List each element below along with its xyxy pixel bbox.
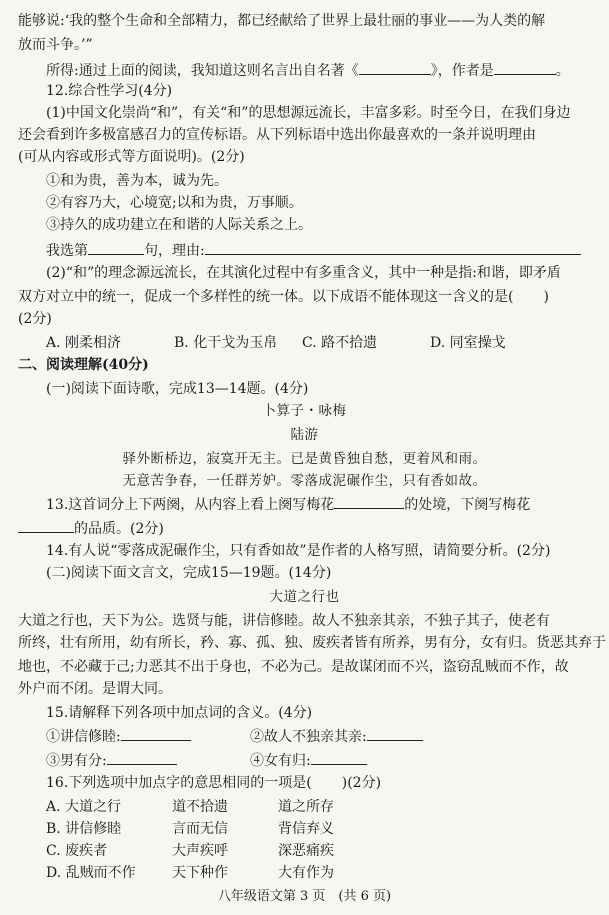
q16-row-a-col-2: 道不拾遗 [172, 799, 228, 815]
q12-p1-line-1: (1)中国文化崇尚“和”，有关“和”的思想源远流长，丰富多彩。时至今日，在我们身边 [46, 105, 571, 121]
choose-text-a: 我选第 [46, 243, 88, 259]
q15-blank-1[interactable] [121, 726, 191, 741]
reading-result-text-c: 。 [555, 63, 570, 79]
author-blank[interactable] [494, 60, 556, 75]
q12-paren-close: ) [543, 289, 549, 305]
q12-p1-line-3: (可从内容或形式等方面说明)。(2分) [18, 149, 245, 165]
option-d: D. 同室操戈 [430, 335, 506, 351]
q16-row-d-col-2: 天下种作 [172, 865, 228, 881]
option-a: A. 刚柔相济 [46, 335, 122, 351]
q13-line-1 [46, 494, 530, 514]
q15-item-4 [250, 750, 367, 770]
q13-text-c: 的品质。(2分) [74, 521, 164, 537]
q13-blank-1[interactable] [334, 494, 404, 509]
q16-row-c-col-3: 深恶痛疾 [278, 843, 334, 859]
q16-row-d-col-3: 大有作为 [278, 865, 334, 881]
q14: 14.有人说“零落成泥碾作尘，只有香如故”是作者的人格写照，请简要分析。(2分) [46, 543, 551, 559]
q15-blank-4[interactable] [311, 750, 367, 765]
q13-blank-2[interactable] [18, 518, 74, 533]
part-2-instructions: (二)阅读下面文言文，完成15—19题。(14分) [46, 565, 332, 581]
part-1-instructions: (一)阅读下面诗歌，完成13—14题。(4分) [46, 381, 309, 397]
essay-line-2: 所终，壮有所用，幼有所长，矜、寡、孤、独、废疾者皆有所养，男有分，女有归。货恶其弃于 [18, 635, 606, 651]
q16-row-b-col-3: 背信弃义 [278, 821, 334, 837]
poem-title: 卜算子・咏梅 [262, 403, 347, 419]
poem-line-1: 驿外断桥边，寂寞开无主。已是黄昏独自愁，更着风和雨。 [122, 451, 487, 467]
choose-text-b: 句，理由: [144, 243, 205, 259]
essay-title: 大道之行也 [269, 589, 340, 605]
page-footer: 八年级语文第 3 页 (共 6 页) [217, 889, 392, 904]
q12-p1-line-2: 还会看到许多极富感召力的宣传标语。从下列标语中选出你最喜欢的一条并说明理由 [18, 127, 536, 143]
q16-row-a-col-1: A. 大道之行 [46, 799, 122, 815]
q15-item-3-text: ③男有分: [46, 753, 107, 769]
reason-blank[interactable] [205, 240, 581, 255]
q12-p2-line-3: (2分) [18, 311, 52, 327]
q15-item-1 [46, 726, 191, 746]
q13-line-2 [18, 518, 164, 538]
q16-text: 16.下列选项中加点字的意思相同的一项是( [46, 775, 312, 791]
intro-line-2: 放而斗争。’” [18, 37, 93, 53]
q16-row-a-col-3: 道之所存 [278, 799, 334, 815]
q16-row-b-col-2: 言而无信 [172, 821, 228, 837]
q12-choose-line [46, 240, 581, 260]
slogan-1: ①和为贵，善为本，诚为先。 [46, 173, 228, 189]
q16-text-b: )(2分) [341, 775, 382, 791]
q12-p2-line-2 [18, 288, 549, 306]
poem-line-2: 无意苦争春，一任群芳妒。零落成泥碾作尘，只有香如故。 [122, 473, 487, 489]
essay-line-4: 外户而不闭。是谓大同。 [18, 681, 172, 697]
slogan-3: ③持久的成功建立在和谐的人际关系之上。 [46, 217, 312, 233]
q12-options [46, 334, 506, 352]
q12-title: 12.综合性学习(4分) [46, 83, 173, 99]
q13-text-b: 的处境，下阕写梅花 [404, 497, 531, 513]
slogan-2: ②有容乃大，心境宽;以和为贵，万事顺。 [46, 195, 303, 211]
poem-author: 陆游 [290, 427, 319, 443]
essay-line-1: 大道之行也，天下为公。选贤与能，讲信修睦。故人不独亲其亲，不独子其子，使老有 [18, 613, 550, 629]
option-b: B. 化干戈为玉帛 [174, 335, 278, 351]
option-c: C. 路不拾遗 [302, 335, 378, 351]
q15-blank-2[interactable] [367, 726, 423, 741]
reading-result-text-b: 》，作者是 [430, 63, 494, 79]
q12-p2-line-1: (2)“和”的理念源远流长，在其演化过程中有多重含义，其中一种是指:和谐，即矛盾 [46, 265, 561, 281]
q16 [46, 774, 381, 792]
q15-item-1-text: ①讲信修睦: [46, 729, 121, 745]
slogan-number-blank[interactable] [88, 240, 144, 255]
q15-blank-3[interactable] [107, 750, 177, 765]
q16-row-d-col-1: D. 乱贼而不作 [46, 865, 136, 881]
q15: 15.请解释下列各项中加点词的含义。(4分) [46, 705, 313, 721]
book-title-blank[interactable] [359, 60, 431, 75]
q12-p2-line-2-text: 双方对立中的统一，促成一个多样性的统一体。以下成语不能体现这一含义的是( [18, 289, 514, 305]
q13-text-a: 13.这首词分上下两阕，从内容上看上阕写梅花 [46, 497, 335, 513]
q15-item-2 [250, 726, 423, 746]
section-2-title: 二、阅读理解(40分) [18, 357, 149, 373]
q16-row-b-col-1: B. 讲信修睦 [46, 821, 122, 837]
q15-item-2-text: ②故人不独亲其亲: [250, 729, 367, 745]
q16-row-c-col-2: 大声疾呼 [172, 843, 228, 859]
reading-result-text-a: 所得:通过上面的阅读，我知道这则名言出自名著《 [46, 63, 359, 79]
q15-item-4-text: ④女有归: [250, 753, 311, 769]
reading-result [46, 60, 570, 80]
essay-line-3: 地也，不必藏于己;力恶其不出于身也，不必为己。是故谋闭而不兴，盗窃乱贼而不作，故 [18, 659, 569, 675]
q15-item-3 [46, 750, 177, 770]
q16-row-c-col-1: C. 废疾者 [46, 843, 108, 859]
intro-line-1: 能够说:‘我的整个生命和全部精力，都已经献给了世界上最壮丽的事业——为人类的解 [18, 13, 546, 29]
